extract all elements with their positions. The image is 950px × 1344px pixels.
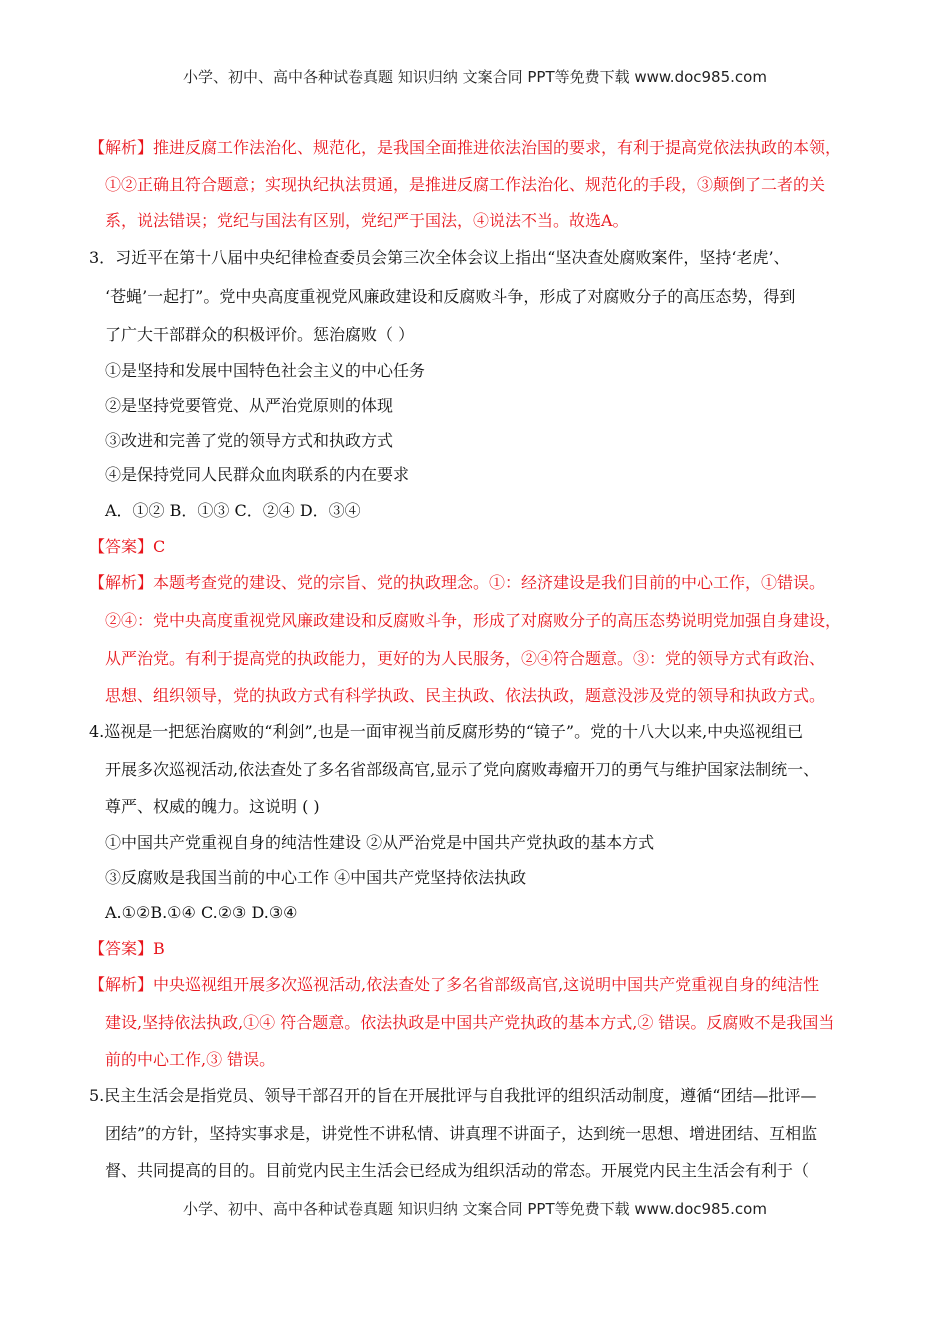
text-line: ②④：党中央高度重视党风廉政建设和反腐败斗争，形成了对腐败分子的高压态势说明党加强自身建设， [105,611,842,630]
option-line: ③改进和完善了党的领导方式和执政方式 [105,431,394,450]
option-line: ②是坚持党要管党、从严治党原则的体现 [105,396,394,415]
text-line: 团结”的方针，坚持实事求是，讲党性不讲私情、讲真理不讲面子，达到统一思想、增进团结、互相监 [105,1124,818,1143]
option-line: ①中国共产党重视自身的纯洁性建设 ②从严治党是中国共产党执政的基本方式 [105,833,655,852]
text-line: 尊严、权威的魄力。这说明 ( ) [105,797,320,816]
text-line: 督、共同提高的目的。目前党内民主生活会已经成为组织活动的常态。开展党内民主生活会有利于（ [105,1161,810,1180]
choices-line: A.①②B.①④ C.②③ D.③④ [105,903,298,922]
option-line: ①是坚持和发展中国特色社会主义的中心任务 [105,361,426,380]
option-line: ④是保持党同人民群众血肉联系的内在要求 [105,465,410,484]
text-line: 【解析】推进反腐工作法治化、规范化，是我国全面推进依法治国的要求，有利于提高党依法执政的本领， [89,138,842,157]
page-footer: 小学、初中、高中各种试卷真题 知识归纳 文案合同 PPT等免费下载 www.doc985.com [183,1200,767,1218]
page-header: 小学、初中、高中各种试卷真题 知识归纳 文案合同 PPT等免费下载 www.doc985.com [183,68,767,86]
text-line: 前的中心工作,③ 错误。 [105,1050,276,1069]
text-line: 建设,坚持依法执政,①④ 符合题意。依法执政是中国共产党执政的基本方式,② 错误。反腐败不是我国当 [105,1013,835,1032]
text-line: 了广大干部群众的积极评价。惩治腐败（ ） [105,325,415,344]
option-line: ③反腐败是我国当前的中心工作 ④中国共产党坚持依法执政 [105,868,527,887]
text-line: ①②正确且符合题意；实现执纪执法贯通，是推进反腐工作法治化、规范化的手段，③颠倒了二者的关 [105,175,826,194]
answer-label: 【答案】C [89,537,166,556]
text-line: 开展多次巡视活动,依法查处了多名省部级高官,显示了党向腐败毒瘤开刀的勇气与维护国家法制统一、 [105,760,820,779]
analysis-text: 【解析】中央巡视组开展多次巡视活动,依法查处了多名省部级高官,这说明中国共产党重视自身的纯洁性 [89,975,820,994]
text-line: 系，说法错误；党纪与国法有区别，党纪严于国法，④说法不当。故选A。 [105,211,629,230]
text-line: 从严治党。有利于提高党的执政能力，更好的为人民服务，②④符合题意。③：党的领导方式有政治、 [105,649,826,668]
question-4-text: 4.巡视是一把惩治腐败的“利剑”,也是一面审视当前反腐形势的“镜子”。党的十八大以来,中央巡视组已 [89,722,804,741]
question-5-text: 5.民主生活会是指党员、领导干部召开的旨在开展批评与自我批评的组织活动制度，遵循“团结—批评— [89,1086,817,1105]
question-3-text: 3．习近平在第十八届中央纪律检查委员会第三次全体会议上指出“坚决查处腐败案件，坚持‘老虎’、 [89,248,790,267]
text-line: ‘苍蝇’一起打”。党中央高度重视党风廉政建设和反腐败斗争，形成了对腐败分子的高压态势，得到 [105,287,796,306]
answer-label: 【答案】B [89,939,165,958]
text-line: 思想、组织领导，党的执政方式有科学执政、民主执政、依法执政，题意没涉及党的领导和执政方式。 [105,686,826,705]
analysis-text: 【解析】本题考查党的建设、党的宗旨、党的执政理念。①：经济建设是我们目前的中心工作，①错误。 [89,573,826,592]
choices-line: A．①② B．①③ C．②④ D．③④ [105,501,361,520]
